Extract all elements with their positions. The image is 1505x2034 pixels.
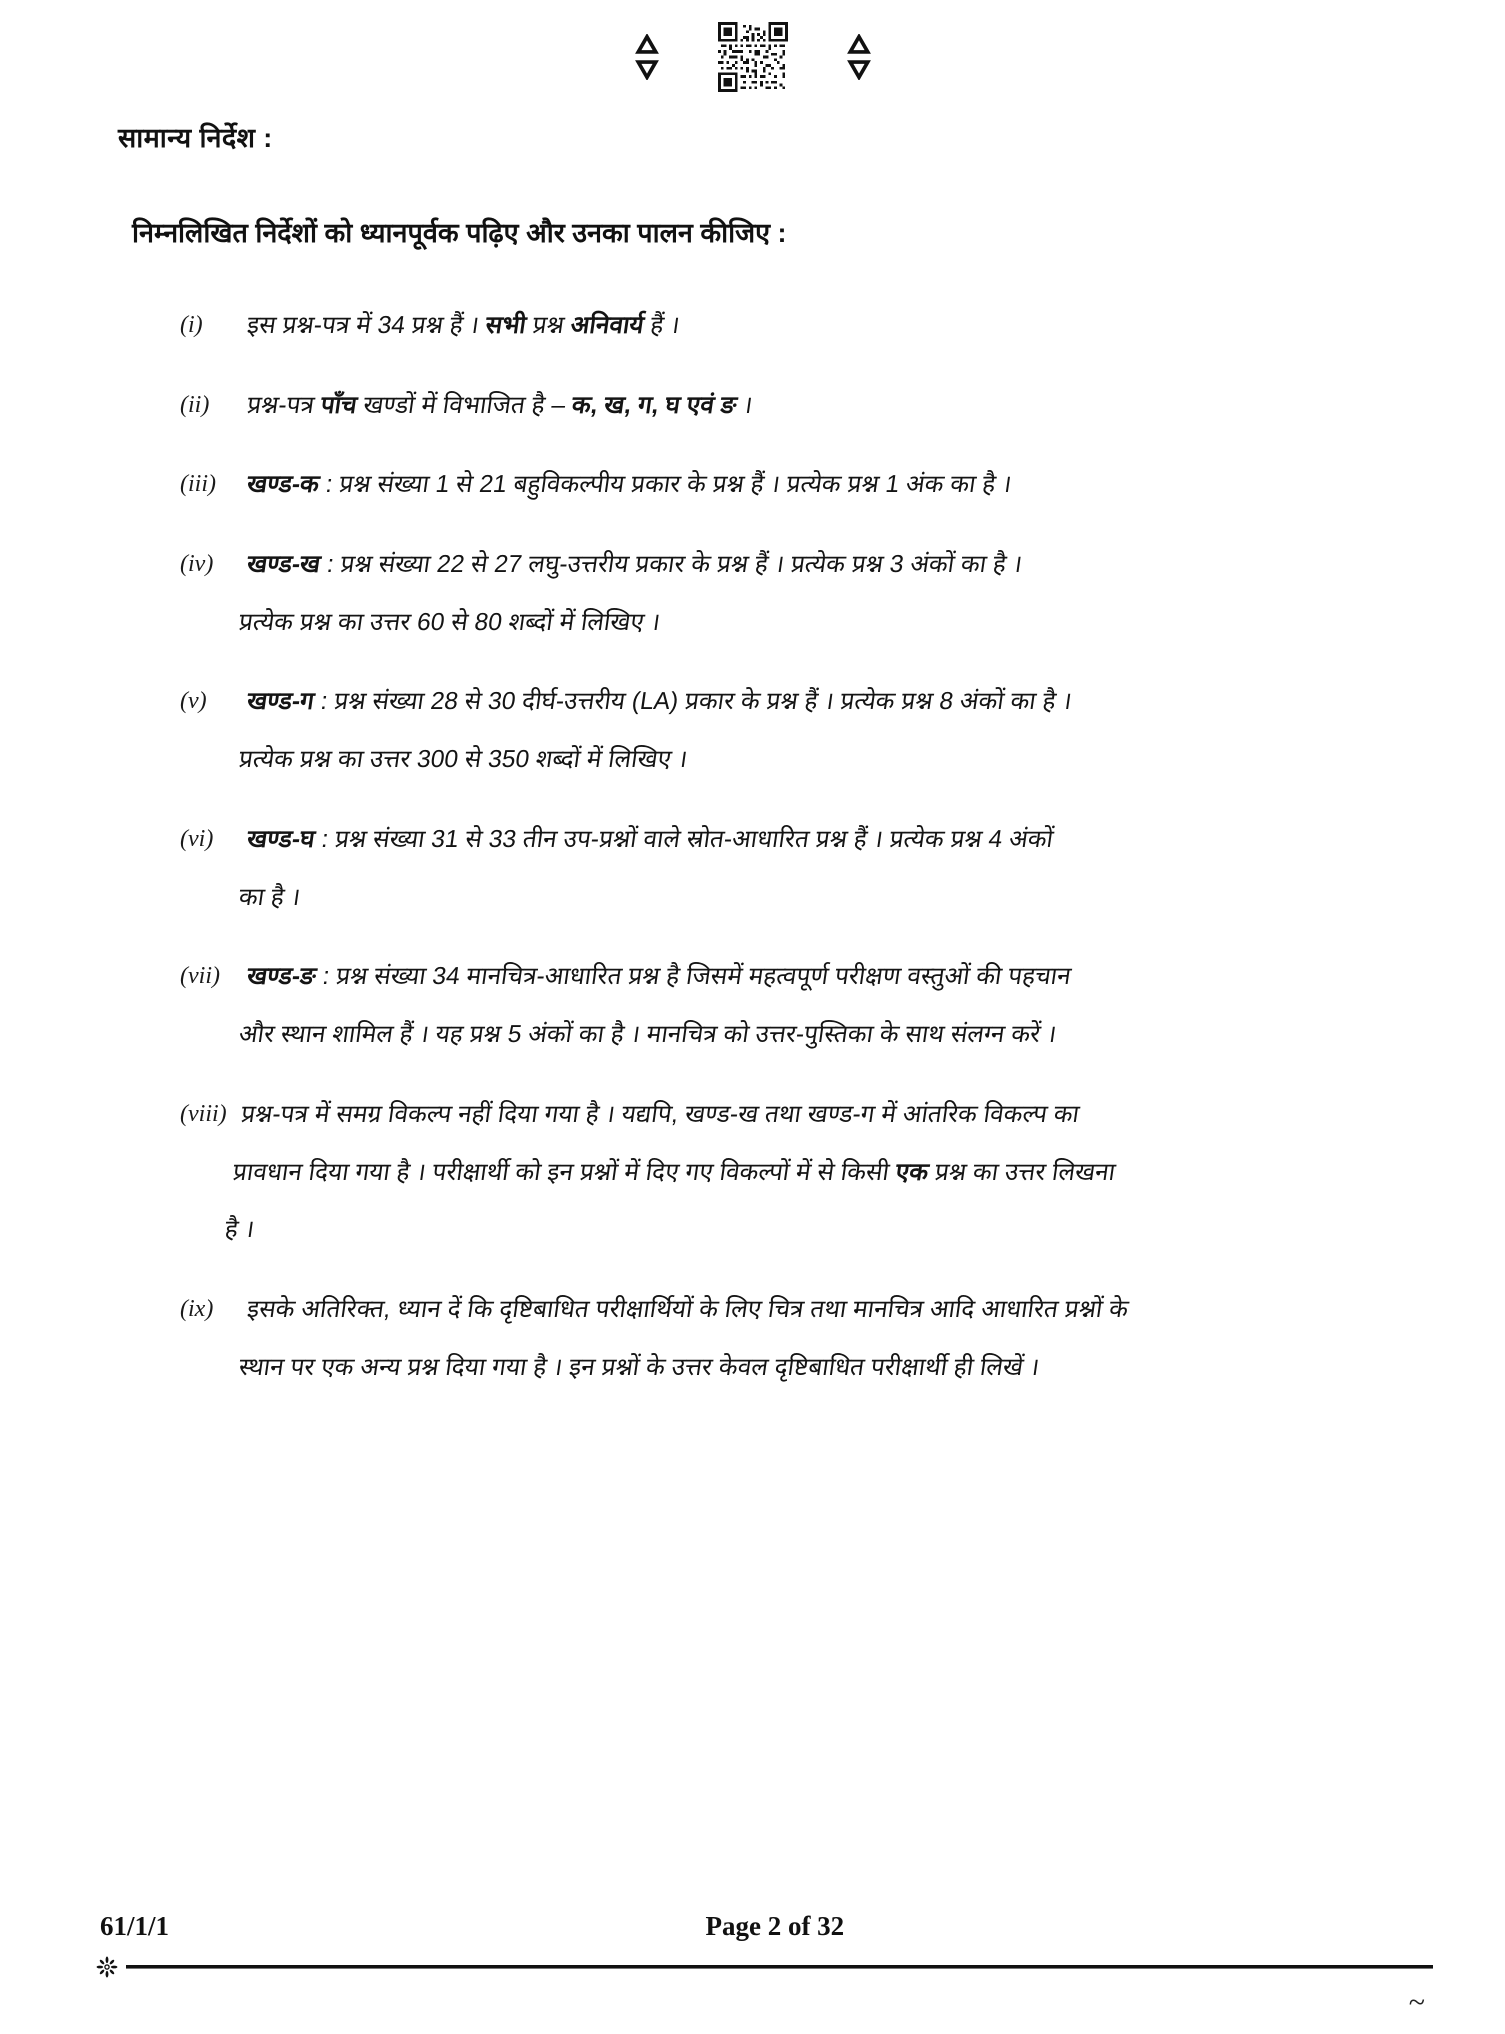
instruction-text-line <box>236 740 1397 780</box>
instruction-marker: (vii) <box>180 963 220 990</box>
instruction-emphasis: क, ख, ग, घ एवं ङ <box>570 391 739 419</box>
instruction-marker: (iv) <box>180 551 214 578</box>
instruction-fragment: हैं । <box>641 312 682 339</box>
instruction-text-line <box>222 1210 1389 1250</box>
instruction-fragment: का है । <box>237 883 303 911</box>
instruction-fragment: स्थान पर एक अन्य प्रश्न दिया गया है । इन प्रश्नों के उत्तर केवल दृष्टिबाधित परीक्षार्थी ही लिखें । <box>237 1353 1042 1381</box>
instruction-item <box>118 545 1405 642</box>
instruction-text <box>236 545 1405 642</box>
instruction-fragment: इसके अतिरिक्त, ध्यान दें कि दृष्टिबाधित परीक्षार्थियों के लिए चित्र तथा मानचित्र आदि आधारित प्रश्नों के <box>245 1295 1130 1323</box>
instruction-fragment: प्रत्येक प्रश्न का उत्तर 300 से 350 शब्दों में लिखिए । <box>237 746 690 774</box>
instruction-text-line <box>244 957 1405 997</box>
instruction-text-line <box>236 1015 1397 1055</box>
instruction-emphasis: सभी <box>483 312 528 339</box>
instruction-emphasis: खण्ड-ङ <box>245 963 318 991</box>
instruction-emphasis: खण्ड-क <box>245 471 321 499</box>
page-footer <box>100 1911 1433 2019</box>
instruction-list <box>118 306 1405 1387</box>
star-of-david-icon <box>624 34 670 80</box>
instruction-emphasis: अनिवार्य <box>568 312 646 339</box>
instruction-text <box>222 1095 1405 1250</box>
instruction-marker: (vi) <box>180 825 214 852</box>
instruction-text-line <box>238 1095 1405 1135</box>
instruction-text-line <box>244 306 1405 346</box>
instruction-emphasis: खण्ड-घ <box>245 825 317 853</box>
instruction-fragment: : प्रश्न संख्या 34 मानचित्र-आधारित प्रश्न है जिसमें महत्वपूर्ण परीक्षण वस्तुओं की पहचान <box>313 963 1073 991</box>
page-number-label: Page 2 of 32 <box>705 1911 845 1941</box>
instruction-fragment: प्रावधान दिया गया है । परीक्षार्थी को इन प्रश्नों में दिए गए विकल्पों में से किसी <box>231 1158 898 1186</box>
instruction-text-line <box>236 603 1397 643</box>
instruction-fragment: : प्रश्न संख्या 28 से 30 दीर्घ-उत्तरीय (LA) प्रकार के प्रश्न हैं । प्रत्येक प्रश्न 8 अंकों का है । <box>312 688 1074 716</box>
instruction-text-line <box>236 878 1397 918</box>
qr-code-icon <box>718 22 788 92</box>
instruction-text-line <box>230 1152 1397 1192</box>
instruction-fragment: : प्रश्न संख्या 1 से 21 बहुविकल्पीय प्रकार के प्रश्न हैं । प्रत्येक प्रश्न 1 अंक का है । <box>317 471 1014 499</box>
instruction-fragment: प्रत्येक प्रश्न का उत्तर 60 से 80 शब्दों में लिखिए । <box>237 608 663 636</box>
instruction-item <box>118 386 1405 426</box>
instruction-marker: (iii) <box>180 471 216 498</box>
instruction-item <box>118 306 1405 346</box>
general-instructions-heading: सामान्य निर्देश : <box>118 123 273 153</box>
instruction-text-line <box>244 1290 1405 1330</box>
instruction-text-line <box>244 465 1405 505</box>
read-instructions-line: निम्नलिखित निर्देशों को ध्यानपूर्वक पढ़िए और उनका पालन कीजिए : <box>132 218 787 248</box>
instruction-fragment: इस प्रश्न-पत्र में 34 प्रश्न हैं । <box>245 312 488 339</box>
instruction-fragment: प्रश्न <box>524 312 573 339</box>
instructions-section <box>118 118 1405 1427</box>
paper-code: 61/1/1 <box>100 1911 170 1941</box>
flower-ornament-icon <box>96 1956 118 1978</box>
trailing-mark: ~ <box>1408 1986 1425 2019</box>
instruction-marker: (v) <box>180 688 207 715</box>
instruction-marker: (viii) <box>180 1100 227 1127</box>
instruction-emphasis: पाँच <box>319 391 359 419</box>
instruction-fragment: : प्रश्न संख्या 31 से 33 तीन उप-प्रश्नों वाले स्रोत-आधारित प्रश्न हैं । प्रत्येक प्रश्न 4 अंकों <box>312 825 1055 853</box>
instruction-fragment: और स्थान शामिल हैं । यह प्रश्न 5 अंकों का है । मानचित्र को उत्तर-पुस्तिका के साथ संलग्न करें । <box>237 1020 1059 1048</box>
instruction-text <box>236 820 1405 917</box>
instruction-fragment: । <box>734 391 755 419</box>
instruction-emphasis: खण्ड-ख <box>245 551 323 579</box>
instruction-marker: (i) <box>180 312 203 338</box>
instruction-fragment: : प्रश्न संख्या 22 से 27 लघु-उत्तरीय प्रकार के प्रश्न हैं । प्रत्येक प्रश्न 3 अंकों का है । <box>318 551 1025 579</box>
instruction-item <box>118 682 1405 779</box>
instruction-emphasis: खण्ड-ग <box>245 688 316 716</box>
instruction-item <box>118 820 1405 917</box>
instruction-emphasis: एक <box>893 1158 931 1186</box>
instruction-item <box>118 465 1405 505</box>
instruction-fragment: प्रश्न का उत्तर लिखना <box>926 1158 1118 1186</box>
instruction-text-line <box>244 386 1405 426</box>
instruction-fragment: है । <box>223 1215 257 1243</box>
instruction-text <box>244 386 1405 426</box>
instruction-fragment: प्रश्न-पत्र में समग्र विकल्प नहीं दिया गया है । यद्यपि, खण्ड-ख तथा खण्ड-ग में आंतरिक विकल्प का <box>239 1100 1081 1128</box>
instruction-fragment: प्रश्न-पत्र <box>245 391 323 419</box>
instruction-marker: (ii) <box>180 391 210 418</box>
footer-divider <box>126 1965 1433 1969</box>
instruction-item <box>118 1095 1405 1250</box>
page-header <box>0 14 1505 100</box>
instruction-text <box>236 682 1405 779</box>
instruction-text <box>236 957 1405 1054</box>
instruction-text-line <box>244 682 1405 722</box>
instruction-marker: (ix) <box>180 1295 214 1322</box>
instruction-text <box>236 1290 1405 1387</box>
instruction-text <box>244 306 1405 346</box>
instruction-text <box>244 465 1405 505</box>
instruction-text-line <box>236 1347 1397 1387</box>
instruction-item <box>118 1290 1405 1387</box>
instruction-item <box>118 957 1405 1054</box>
instruction-fragment: खण्डों में विभाजित है – <box>354 391 574 419</box>
instruction-text-line <box>244 820 1405 860</box>
instruction-text-line <box>244 545 1405 585</box>
star-of-david-icon <box>836 34 882 80</box>
